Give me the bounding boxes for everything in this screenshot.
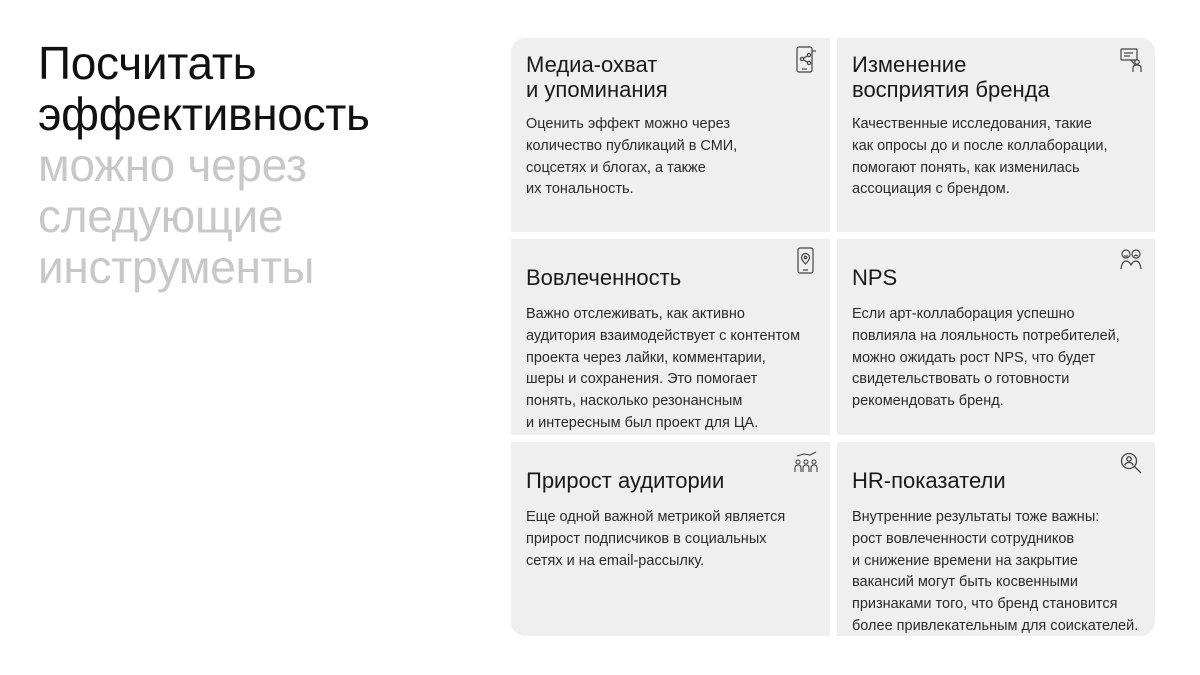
card-text-line: проекта через лайки, комментарии, — [526, 349, 766, 366]
card-text-line: и интересным был проект для ЦА. — [526, 414, 759, 431]
headline-line: эффективность — [38, 88, 370, 140]
card-title-line: Изменение — [852, 52, 967, 77]
card-hr-metrics — [837, 442, 1155, 636]
card-text-line: более привлекательным для соискателей. — [852, 617, 1139, 634]
card-title-line: HR-показатели — [852, 468, 1006, 493]
card-text — [526, 304, 816, 435]
card-text-line: Если арт-коллаборация успешно — [852, 306, 1075, 322]
headline-line: Посчитать — [38, 37, 257, 89]
card-text-line: вакансий могут быть косвенными — [852, 574, 1078, 591]
faces-icon — [1119, 247, 1143, 275]
card-text — [852, 114, 1141, 201]
card-text-line: Важно отслеживать, как активно — [526, 306, 745, 322]
card-nps — [837, 239, 1155, 435]
person-search-icon — [1119, 450, 1143, 478]
card-text-line: ассоциация с брендом. — [852, 181, 1010, 198]
card-title-line: Прирост аудитории — [526, 468, 725, 493]
card-text-line: признаками того, что бренд становится — [852, 596, 1118, 613]
card-title — [852, 468, 1141, 493]
card-engagement — [511, 239, 830, 435]
card-title — [526, 265, 816, 290]
card-text — [852, 507, 1141, 638]
card-text-line: Еще одной важной метрикой является — [526, 509, 786, 525]
card-text-line: рекомендовать бренд. — [852, 393, 1004, 410]
card-text-line: соцсетях и блогах, а также — [526, 159, 706, 176]
card-text-line: можно ожидать рост NPS, что будет — [852, 349, 1096, 366]
card-title-line: и упоминания — [526, 77, 668, 102]
card-title — [526, 52, 816, 102]
card-text-line: Внутренние результаты тоже важны: — [852, 509, 1100, 525]
card-text-line: повлияла на лояльность потребителей, — [852, 327, 1120, 344]
card-title — [852, 265, 1141, 290]
card-text-line: количество публикаций в СМИ, — [526, 137, 738, 154]
card-text-line: их тональность. — [526, 181, 634, 198]
card-text-line: помогают понять, как изменилась — [852, 159, 1080, 176]
card-text-line: рост вовлеченности сотрудников — [852, 530, 1075, 547]
phone-pin-icon — [794, 247, 818, 275]
card-text-line: Оценить эффект можно через — [526, 116, 731, 132]
card-text — [852, 304, 1141, 413]
card-title — [526, 468, 816, 493]
headline-line: инструменты — [38, 241, 315, 293]
audience-growth-icon — [794, 450, 818, 478]
headline-line: следующие — [38, 190, 284, 242]
card-title-line: восприятия бренда — [852, 77, 1050, 102]
card-title-line: Медиа-охват — [526, 52, 658, 77]
card-brand-perception — [837, 38, 1155, 232]
card-text-line: свидетельствовать о готовности — [852, 371, 1070, 388]
card-text-line: как опросы до и после коллаборации, — [852, 137, 1108, 154]
card-text-line: шеры и сохранения. Это помогает — [526, 371, 758, 388]
card-text-line: понять, насколько резонансным — [526, 393, 743, 410]
card-text-line: прирост подписчиков в социальных — [526, 530, 767, 547]
headline-light-part — [38, 140, 478, 293]
card-text — [526, 507, 816, 572]
presenter-icon — [1119, 46, 1143, 74]
card-text-line: и снижение времени на закрытие — [852, 552, 1078, 569]
metrics-grid — [511, 38, 1155, 636]
card-media-reach — [511, 38, 830, 232]
card-text-line: сетях и на email-рассылку. — [526, 552, 705, 569]
card-audience-growth — [511, 442, 830, 636]
card-text-line: Качественные исследования, такие — [852, 116, 1092, 132]
headline-line: можно через — [38, 139, 307, 191]
card-text-line: аудитория взаимодействует с контентом — [526, 327, 801, 344]
card-title — [852, 52, 1141, 102]
card-text — [526, 114, 816, 201]
headline-dark-part — [38, 38, 478, 140]
headline — [38, 38, 478, 293]
phone-share-icon — [794, 46, 818, 74]
card-title-line: NPS — [852, 265, 898, 290]
card-title-line: Вовлеченность — [526, 265, 682, 290]
